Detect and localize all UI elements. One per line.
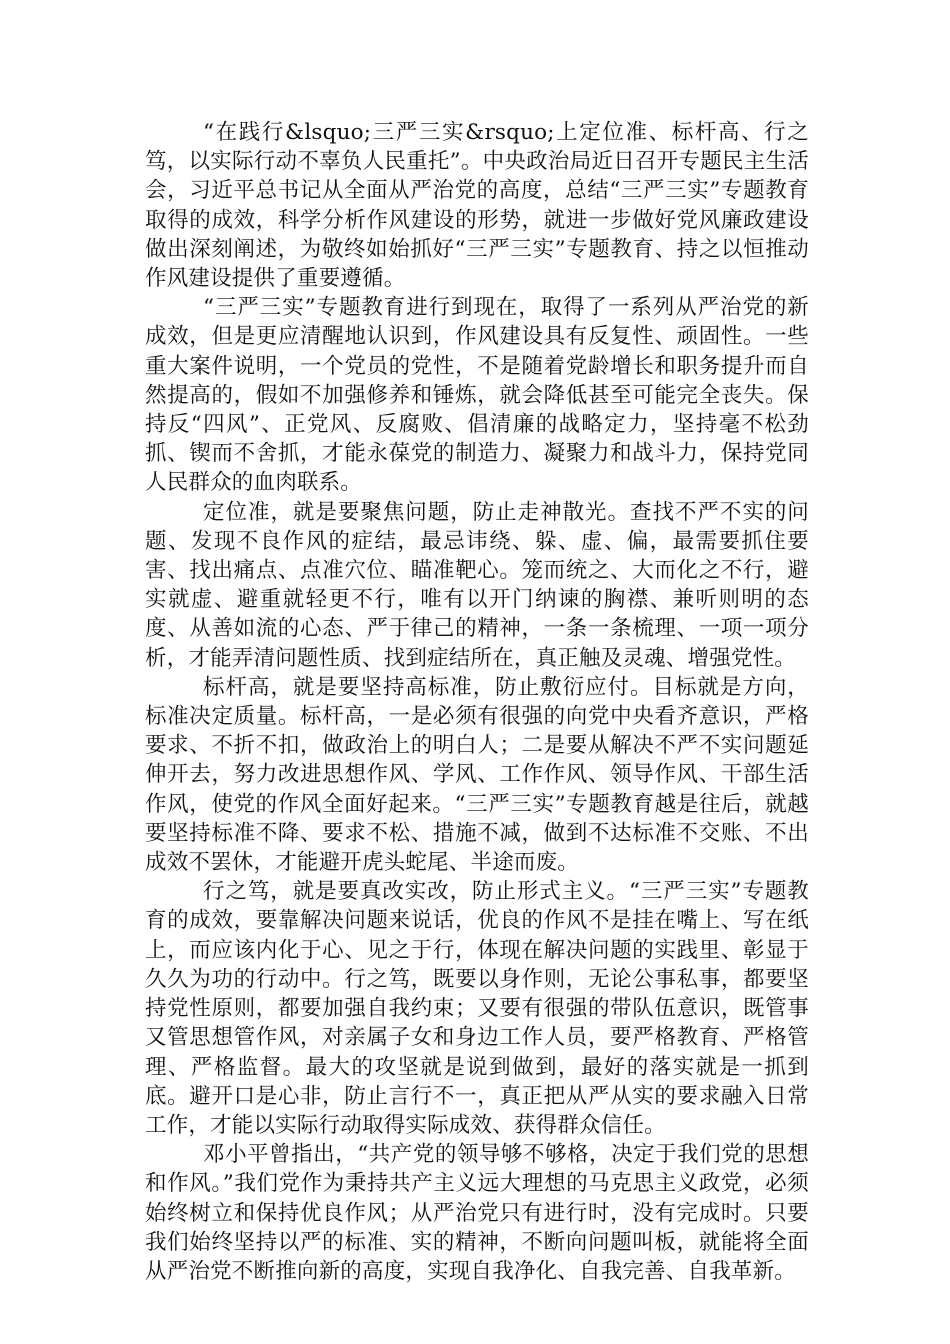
paragraph-4: 标杆高，就是要坚持高标准，防止敷衍应付。目标就是方向，标准决定质量。标杆高，一是必须有很强的向党中央看齐意识，严格要求、不折不扣，做政治上的明白人；二是要从解决不严不实问题延伸开去，努力改进思想作风、学风、工作作风、领导作风、干部生活作风，使党的作风全面好起来。“三严三实”专题教育越是往后，就越要坚持标准不降、要求不松、措施不减，做到不达标准不交账、不出成效不罢休，才能避开虎头蛇尾、半途而废。 xyxy=(145,674,809,876)
document-body xyxy=(145,118,809,1286)
paragraph-3: 定位准，就是要聚焦问题，防止走神散光。查找不严不实的问题、发现不良作风的症结，最忌讳绕、躲、虚、偏，最需要抓住要害、找出痛点、点准穴位、瞄准靶心。笼而统之、大而化之不行，避实就虚、避重就轻更不行，唯有以开门纳谏的胸襟、兼听则明的态度、从善如流的心态、严于律己的精神，一条一条梳理、一项一项分析，才能弄清问题性质、找到症结所在，真正触及灵魂、增强党性。 xyxy=(145,499,809,671)
paragraph-6: 邓小平曾指出，“共产党的领导够不够格，决定于我们党的思想和作风。”我们党作为秉持共产主义远大理想的马克思主义政党，必须始终树立和保持优良作风；从严治党只有进行时，没有完成时。只要我们始终坚持以严的标准、实的精神，不断向问题叫板，就能将全面从严治党不断推向新的高度，实现自我净化、自我完善、自我革新。 xyxy=(145,1142,809,1284)
paragraph-5: 行之笃，就是要真改实改，防止形式主义。“三严三实”专题教育的成效，要靠解决问题来说话，优良的作风不是挂在嘴上、写在纸上，而应该内化于心、见之于行，体现在解决问题的实践里、彰显于久久为功的行动中。行之笃，既要以身作则，无论公事私事，都要坚持党性原则，都要加强自我约束；又要有很强的带队伍意识，既管事又管思想管作风，对亲属子女和身边工作人员，要严格教育、严格管理、严格监督。最大的攻坚就是说到做到，最好的落实就是一抓到底。避开口是心非，防止言行不一，真正把从严从实的要求融入日常工作，才能以实际行动取得实际成效、获得群众信任。 xyxy=(145,879,809,1138)
paragraph-1: “在践行&lsquo;三严三实&rsquo;上定位准、标杆高、行之笃，以实际行动不辜负人民重托”。中央政治局近日召开专题民主生活会，习近平总书记从全面从严治党的高度，总结“三严三实”专题教育取得的成效，科学分析作风建设的形势，就进一步做好党风廉政建设做出深刻阐述，为敬终如始抓好“三严三实”专题教育、持之以恒推动作风建设提供了重要遵循。 xyxy=(145,120,809,292)
paragraph-2: “三严三实”专题教育进行到现在，取得了一系列从严治党的新成效，但是更应清醒地认识到，作风建设具有反复性、顽固性。一些重大案件说明，一个党员的党性，不是随着党龄增长和职务提升而自然提高的，假如不加强修养和锤炼，就会降低甚至可能完全丧失。保持反“四风”、正党风、反腐败、倡清廉的战略定力，坚持毫不松劲抓、锲而不舍抓，才能永葆党的制造力、凝聚力和战斗力，保持党同人民群众的血肉联系。 xyxy=(145,295,809,496)
